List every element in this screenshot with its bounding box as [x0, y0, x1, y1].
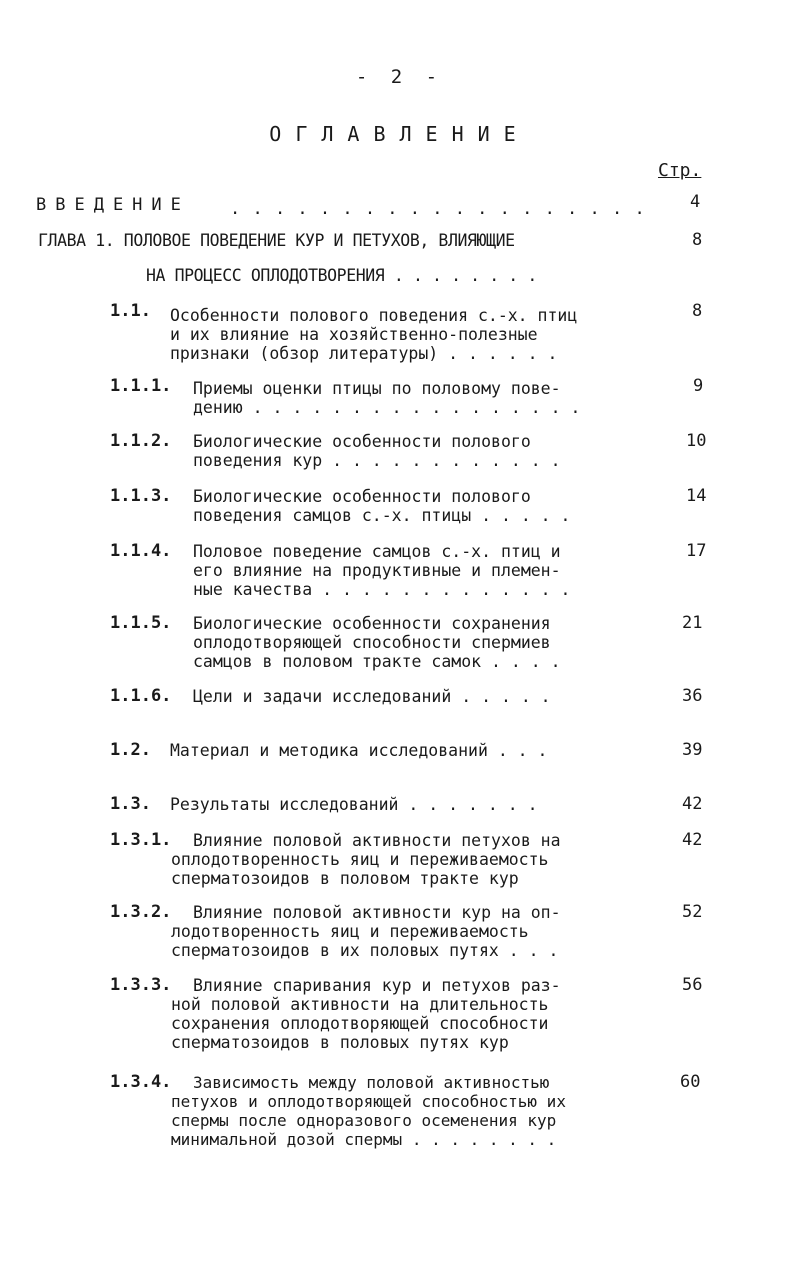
entry-page: 42	[682, 794, 703, 814]
entry-page: 36	[682, 686, 703, 706]
entry-line: лодотворенность яиц и переживаемость	[171, 922, 529, 941]
entry-text	[193, 542, 571, 599]
intro-label: ВВЕДЕНИЕ	[36, 195, 190, 215]
entry-line: ные качества . . . . . . . . . . . . .	[193, 580, 571, 599]
entry-line: его влияние на продуктивные и племен-	[193, 561, 561, 580]
entry-text	[171, 831, 561, 888]
entry-page: 56	[682, 975, 703, 995]
chapter-title-line1: ГЛАВА 1. ПОЛОВОЕ ПОВЕДЕНИЕ КУР И ПЕТУХОВ, ВЛИЯЮЩИЕ	[38, 231, 515, 250]
entry-text	[170, 306, 577, 363]
entry-line: сперматозоидов в половом тракте кур	[171, 869, 519, 888]
entry-line: Цели и задачи исследований . . . . .	[193, 687, 551, 706]
entry-code: 1.1.2.	[110, 431, 172, 451]
entry-page: 14	[686, 486, 707, 506]
entry-line: петухов и оплодотворяющей способностью их	[171, 1092, 566, 1111]
entry-page: 39	[682, 740, 703, 760]
entry-code: 1.3.4.	[110, 1072, 172, 1092]
entry-line: поведения кур . . . . . . . . . . . .	[193, 451, 561, 470]
entry-line: сохранения оплодотворяющей способности	[171, 1014, 549, 1033]
entry-line: Влияние половой активности петухов на	[193, 831, 561, 850]
entry-page: 10	[686, 431, 707, 451]
entry-line: признаки (обзор литературы) . . . . . .	[170, 344, 558, 363]
entry-page: 17	[686, 541, 707, 561]
entry-text	[171, 976, 561, 1052]
entry-page: 21	[682, 613, 703, 633]
page-column-label: Стр.	[658, 160, 702, 181]
entry-code: 1.1.1.	[110, 376, 172, 396]
entry-line: Зависимость между половой активностью	[193, 1073, 550, 1092]
entry-line: Особенности полового поведения с.-х. птиц	[170, 306, 578, 325]
entry-text	[193, 487, 571, 525]
entry-line: сперматозоидов в их половых путях . . .	[171, 941, 559, 960]
entry-text	[193, 432, 561, 470]
page-number: - 2 -	[355, 66, 444, 88]
entry-line: Результаты исследований . . . . . . .	[170, 795, 538, 814]
entry-line: дению . . . . . . . . . . . . . . . . .	[193, 398, 581, 417]
toc-heading: ОГЛАВЛЕНИЕ	[269, 122, 530, 146]
entry-code: 1.1.	[110, 301, 151, 321]
entry-line: Биологические особенности сохранения	[193, 614, 551, 633]
chapter-page: 8	[692, 230, 703, 250]
entry-line: Половое поведение самцов с.-х. птиц и	[193, 542, 561, 561]
entry-code: 1.3.	[110, 794, 151, 814]
entry-code: 1.1.3.	[110, 486, 172, 506]
entry-code: 1.1.5.	[110, 613, 172, 633]
entry-text	[193, 614, 561, 671]
entry-line: Биологические особенности полового	[193, 487, 531, 506]
intro-page: 4	[690, 192, 701, 212]
entry-line: и их влияние на хозяйственно-полезные	[170, 325, 538, 344]
entry-page: 9	[693, 376, 704, 396]
entry-page: 8	[692, 301, 703, 321]
entry-code: 1.3.2.	[110, 902, 172, 922]
entry-line: самцов в половом тракте самок . . . .	[193, 652, 561, 671]
entry-line: ной половой активности на длительность	[171, 995, 549, 1014]
entry-text	[171, 903, 561, 960]
entry-line: поведения самцов с.-х. птицы . . . . .	[193, 506, 571, 525]
entry-text	[193, 687, 551, 706]
entry-line: Влияние спаривания кур и петухов раз-	[193, 976, 561, 995]
entry-text	[170, 795, 538, 814]
entry-line: Влияние половой активности кур на оп-	[193, 903, 561, 922]
entry-line: оплодотворенность яиц и переживаемость	[171, 850, 549, 869]
entry-line: спермы после однoразового осеменения кур	[171, 1111, 557, 1130]
entry-line: сперматозоидов в половых путях кур	[171, 1033, 509, 1052]
chapter-title-line2: НА ПРОЦЕСС ОПЛОДОТВОРЕНИЯ . . . . . . . .	[146, 266, 537, 285]
entry-line: Биологические особенности полового	[193, 432, 531, 451]
entry-page: 42	[682, 830, 703, 850]
intro-dots: . . . . . . . . . . . . . . . . . . .	[230, 199, 646, 219]
entry-code: 1.1.6.	[110, 686, 172, 706]
entry-code: 1.2.	[110, 740, 151, 760]
entry-page: 52	[682, 902, 703, 922]
entry-code: 1.3.1.	[110, 830, 172, 850]
entry-text	[171, 1073, 566, 1149]
entry-code: 1.1.4.	[110, 541, 172, 561]
entry-line: Приемы оценки птицы по половому пове-	[193, 379, 561, 398]
entry-page: 60	[680, 1072, 701, 1092]
entry-code: 1.3.3.	[110, 975, 172, 995]
entry-text	[193, 379, 580, 417]
entry-text	[170, 741, 548, 760]
entry-line: минимальной дозой спермы . . . . . . . .	[171, 1130, 557, 1149]
entry-line: Материал и методика исследований . . .	[170, 741, 548, 760]
entry-line: оплодотворяющей способности спермиев	[193, 633, 551, 652]
